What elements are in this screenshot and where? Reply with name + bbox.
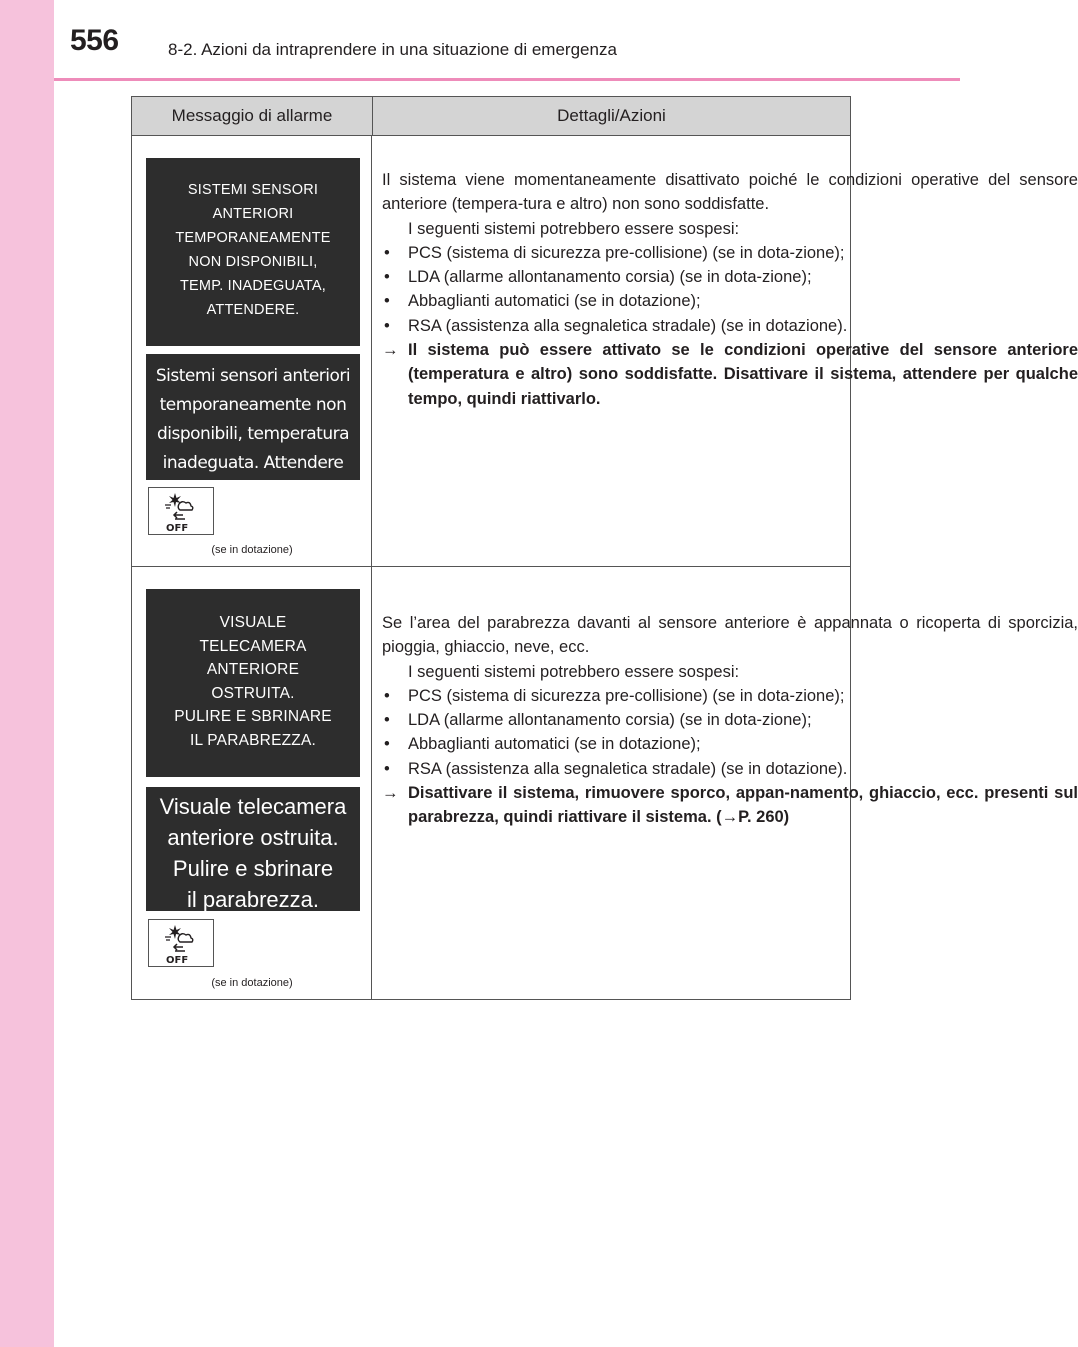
message-line: disponibili, temperatura — [156, 424, 350, 444]
icon-label: OFF — [166, 523, 189, 534]
message-line: VISUALE — [219, 614, 287, 631]
side-band — [0, 0, 54, 1347]
caption: (se in dotazione) — [211, 544, 293, 556]
lda-off-indicator — [148, 487, 214, 535]
list-item-text: RSA (assistenza alla segnaletica stradale) (se in dotazione). — [408, 316, 848, 335]
message-line: ANTERIORE — [206, 661, 300, 678]
section-title: 8-2. Azioni da intraprendere in una situazione di emergenza — [168, 40, 617, 59]
intro-text: Se l’area del parabrezza davanti al sensore anteriore è appannata o ricoperta di sporcizia, pioggia, ghiaccio, neve, ecc. — [382, 614, 1078, 657]
list-item-text: LDA (allarme allontanamento corsia) (se in dota-zione); — [408, 268, 812, 287]
list-item — [382, 265, 1078, 289]
warning-message-caps — [146, 158, 360, 346]
list-item — [382, 241, 1078, 265]
message-line: il parabrezza. — [186, 887, 320, 912]
arrow-icon: → — [382, 784, 399, 803]
message-line: inadeguata. Attendere — [162, 453, 344, 473]
list-item — [382, 289, 1078, 313]
message-line: TELECAMERA — [199, 637, 307, 655]
lead-text: I seguenti sistemi potrebbero essere sospesi: — [408, 662, 740, 681]
action-text-content: Disattivare il sistema, rimuovere sporco, appan-namento, ghiaccio, ecc. presenti sul parabrezza, quindi riattivare il sistema. (→P. 260) — [408, 784, 1078, 827]
icon-label: OFF — [166, 955, 189, 966]
list-item — [382, 314, 1078, 338]
details-cell — [372, 567, 1078, 999]
bullet-mark: • — [384, 686, 390, 705]
bullet-mark: • — [384, 735, 390, 754]
message-line: TEMPORANEAMENTE — [175, 230, 331, 246]
message-line: anteriore ostruita. — [167, 825, 339, 850]
message-line: Sistemi sensori anteriori — [155, 366, 351, 386]
list-item — [382, 708, 1078, 732]
action-text — [382, 338, 1078, 411]
bullet-mark: • — [384, 268, 390, 287]
list-item — [382, 732, 1078, 756]
message-line: Visuale telecamera — [159, 794, 347, 819]
list-item-text: PCS (sistema di sicurezza pre-collisione) (se in dota-zione); — [408, 243, 845, 262]
table-row — [132, 136, 1078, 567]
page-header — [0, 0, 960, 80]
arrow-icon: → — [382, 341, 399, 360]
lda-off-icon — [159, 491, 205, 533]
table-header — [132, 97, 850, 136]
details-cell — [372, 136, 1078, 566]
message-line: IL PARABREZZA. — [190, 731, 316, 749]
message-line: ANTERIORI — [212, 206, 294, 222]
list-item — [382, 684, 1078, 708]
message-line: TEMP. INADEGUATA, — [179, 278, 326, 294]
lda-off-indicator — [148, 919, 214, 967]
column-header-details: Dettagli/Azioni — [557, 106, 666, 125]
warning-table — [131, 96, 1078, 1000]
message-line: SISTEMI SENSORI — [187, 182, 319, 198]
list-item-text: PCS (sistema di sicurezza pre-collisione) (se in dota-zione); — [408, 686, 845, 705]
lda-off-icon — [159, 923, 205, 965]
intro-text: Il sistema viene momentaneamente disattivato poiché le condizioni operative del sensore anteriore (tempera-tura e altro) non sono soddisfatte. — [382, 171, 1078, 214]
message-line: ATTENDERE. — [206, 302, 300, 318]
bullet-mark: • — [384, 243, 390, 262]
action-text — [382, 781, 1078, 830]
bullet-mark: • — [384, 316, 390, 335]
message-line: Pulire e sbrinare — [172, 856, 334, 881]
caption: (se in dotazione) — [211, 977, 293, 989]
message-line: OSTRUITA. — [211, 684, 295, 702]
page-number: 556 — [70, 24, 119, 57]
list-item-text: LDA (allarme allontanamento corsia) (se in dota-zione); — [408, 711, 812, 730]
message-cell — [132, 136, 372, 566]
warning-message-display — [146, 354, 360, 480]
message-line: NON DISPONIBILI, — [188, 254, 318, 270]
column-header-message: Messaggio di allarme — [132, 97, 373, 135]
message-line: PULIRE E SBRINARE — [174, 708, 332, 725]
list-item-text: Abbaglianti automatici (se in dotazione); — [408, 292, 701, 311]
bullet-mark: • — [384, 292, 390, 311]
details-text — [382, 168, 1078, 411]
lead-text: I seguenti sistemi potrebbero essere sospesi: — [408, 219, 740, 238]
list-item — [382, 757, 1078, 781]
message-cell — [132, 567, 372, 999]
bullet-mark: • — [384, 711, 390, 730]
header-rule — [54, 78, 960, 81]
list-item-text: RSA (assistenza alla segnaletica stradale) (se in dotazione). — [408, 759, 848, 778]
warning-message-caps — [146, 589, 360, 777]
list-item-text: Abbaglianti automatici (se in dotazione); — [408, 735, 701, 754]
table-row — [132, 567, 1078, 999]
bullet-mark: • — [384, 759, 390, 778]
details-text — [382, 611, 1078, 830]
message-line: temporaneamente non — [159, 395, 347, 415]
warning-message-display — [146, 787, 360, 911]
action-text-content: Il sistema può essere attivato se le condizioni operative del sensore anteriore (temperatura e altro) sono soddisfatte. Disattivare il sistema, attendere per qualche tempo, quindi riattivarlo. — [408, 341, 1078, 408]
